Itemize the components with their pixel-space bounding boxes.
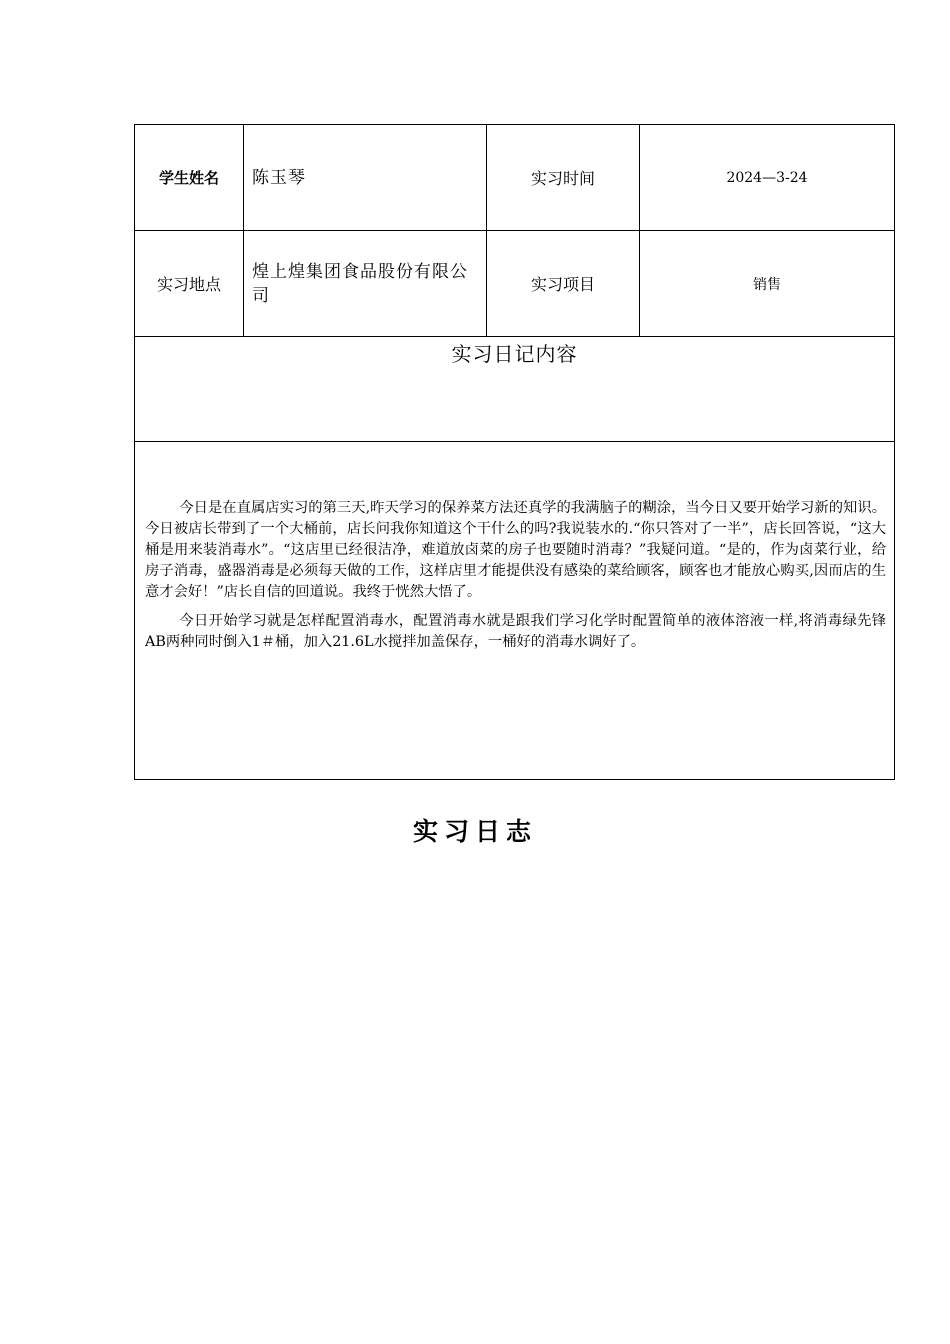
internship-form-table <box>134 124 895 780</box>
student-name-label: 学生姓名 <box>135 125 244 231</box>
internship-place-label: 实习地点 <box>135 231 244 337</box>
form-row-name-time <box>135 125 895 231</box>
form-row-diary-content <box>135 442 895 780</box>
internship-place-value: 煌上煌集团食品股份有限公司 <box>244 231 487 337</box>
internship-project-value: 销售 <box>640 231 895 337</box>
page-heading: 实习日志 <box>412 817 537 846</box>
diary-paragraph-1: 今日是在直属店实习的第三天,昨天学习的保养菜方法还真学的我满脑子的糊涂，当今日又要开始学习新的知识。今日被店长带到了一个大桶前，店长问我你知道这个干什么的吗?我说装水的.“你只答对了一半”，店长回答说，“这大桶是用来装消毒水”。“这店里已经很洁净，难道放卤菜的房子也要随时消毒？”我疑问道。“是的，作为卤菜行业，给房子消毒，盛器消毒是必须每天做的工作，这样店里才能提供没有感染的菜给顾客，顾客也才能放心购买,因而店的生意才会好！”店长自信的回道说。我终于恍然大悟了。 <box>145 500 886 600</box>
student-name-value: 陈玉琴 <box>244 125 487 231</box>
internship-time-label: 实习时间 <box>487 125 640 231</box>
form-row-diary-title <box>135 337 895 442</box>
internship-time-value: 2024—3-24 <box>640 125 895 231</box>
form-row-place-project <box>135 231 895 337</box>
diary-title-cell <box>135 337 895 442</box>
diary-paragraph-2: 今日开始学习就是怎样配置消毒水，配置消毒水就是跟我们学习化学时配置简单的液体溶液一样,将消毒绿先锋AB两种同时倒入1＃桶，加入21.6L水搅拌加盖保存，一桶好的消毒水调好了。 <box>145 613 886 650</box>
internship-project-label: 实习项目 <box>487 231 640 337</box>
diary-content <box>135 442 894 653</box>
diary-content-cell <box>135 442 895 780</box>
diary-title: 实习日记内容 <box>451 342 578 366</box>
